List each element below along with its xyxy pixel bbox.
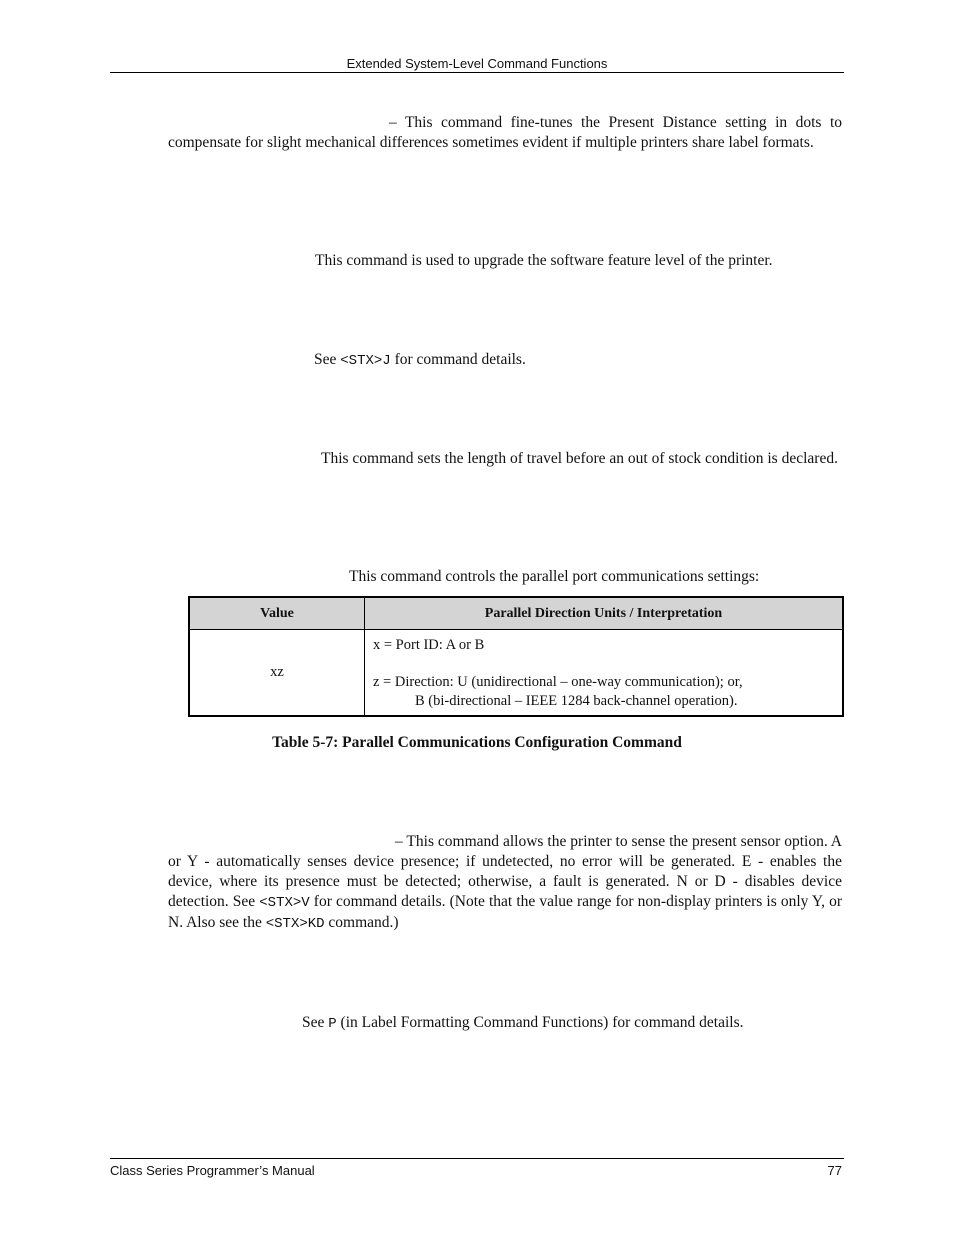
present-sensor-paragraph (168, 832, 842, 934)
interpretation-cell (365, 630, 844, 717)
see-prefix: See (314, 351, 341, 368)
table-caption: Table 5-7: Parallel Communications Configuration Command (272, 734, 682, 751)
page-header: Extended System-Level Command Functions (110, 55, 844, 73)
see-p-suffix: (in Label Formatting Command Functions) for command details. (336, 1014, 744, 1031)
see-p-prefix: See (302, 1014, 329, 1031)
upgrade-paragraph: This command is used to upgrade the software feature level of the printer. (315, 252, 773, 269)
present-sensor-text-2: for command details. (Note that the value range for non-display printers is only Y, or N. Also see the (168, 893, 842, 931)
direction-line: z = Direction: U (unidirectional – one-way communication); or, (373, 674, 743, 690)
p-code: P (328, 1016, 337, 1032)
see-suffix: for command details. (390, 351, 526, 368)
present-sensor-text-1: – This command allows the printer to sense the present sensor option. A or Y - automatically senses device presence; if undetected, no error will be generated. E - enables the device, where its presence must be detected; otherwise, a fault is generated. N or D - disables device detection. See (168, 833, 842, 910)
table-header-row (189, 597, 843, 630)
parallel-paragraph: This command controls the parallel port communications settings: (349, 568, 760, 585)
value-column-header: Value (189, 597, 365, 630)
stx-kd-code: <STX>KD (265, 916, 325, 932)
bidirectional-line: B (bi-directional – IEEE 1284 back-channel operation). (415, 693, 738, 709)
see-stx-j-paragraph (314, 350, 844, 371)
value-cell: xz (189, 630, 365, 717)
page-footer (110, 1158, 844, 1178)
parallel-config-table (188, 596, 844, 717)
table-row (189, 630, 843, 717)
present-distance-paragraph: – This command fine-tunes the Present Distance setting in dots to compensate for slight mechanical differences sometimes evident if multiple printers share label formats. (168, 114, 842, 151)
stx-j-code: <STX>J (340, 353, 391, 369)
out-of-stock-paragraph: This command sets the length of travel before an out of stock condition is declared. (321, 450, 838, 467)
stx-v-code: <STX>V (259, 895, 310, 911)
present-sensor-text-3: command.) (324, 914, 399, 931)
interpretation-column-header: Parallel Direction Units / Interpretation (365, 597, 844, 630)
see-p-paragraph (302, 1013, 842, 1034)
page-number: 77 (827, 1163, 842, 1178)
manual-title: Class Series Programmer’s Manual (110, 1163, 315, 1178)
port-id-line: x = Port ID: A or B (373, 637, 485, 653)
